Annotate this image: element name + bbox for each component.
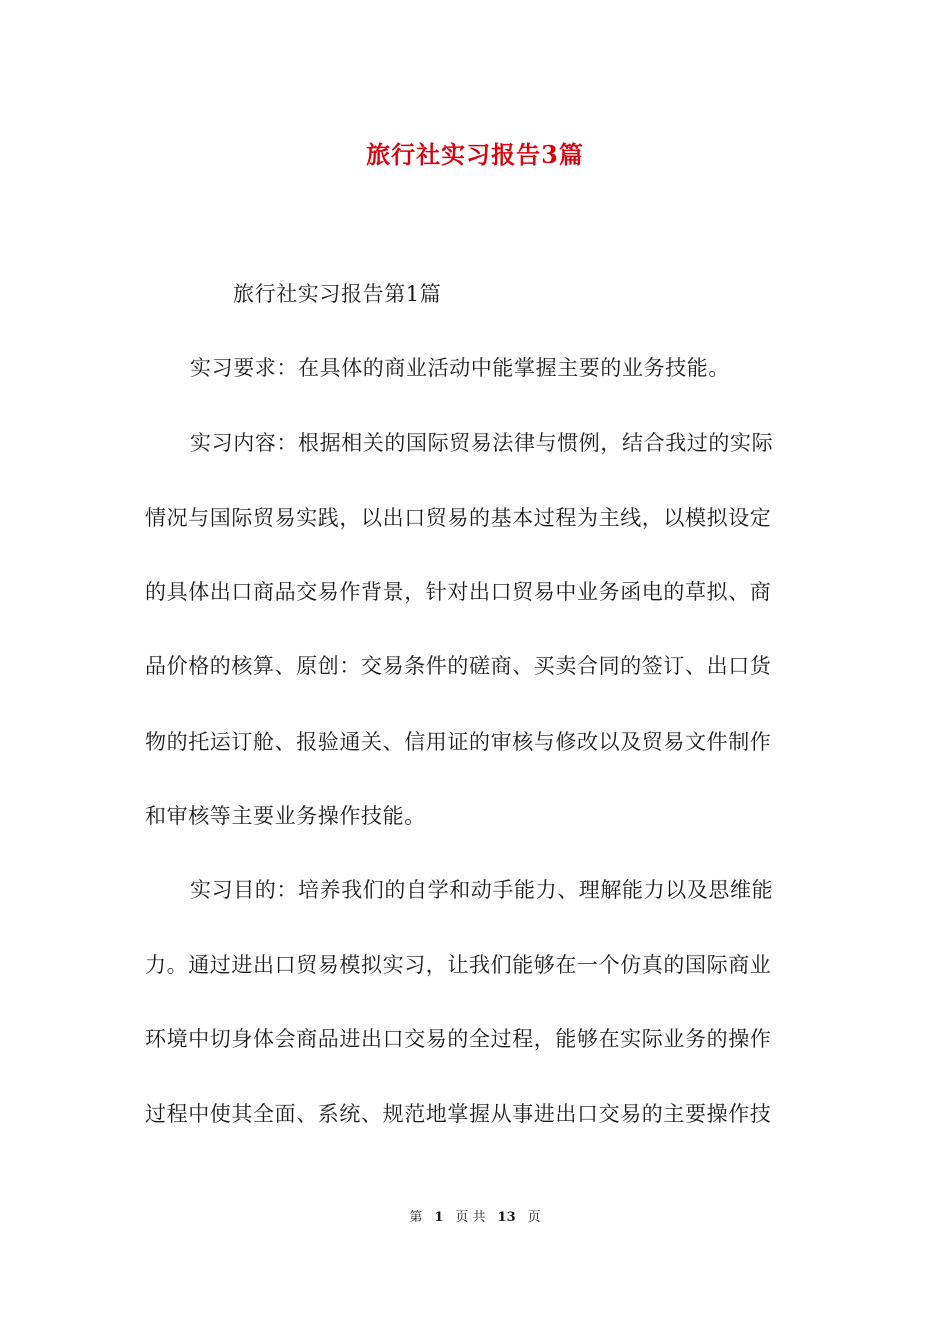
paragraph-line: 的具体出口商品交易作背景，针对出口贸易中业务函电的草拟、商 xyxy=(145,580,772,604)
footer-page-number: 1 xyxy=(434,1210,444,1225)
paragraph-line: 和审核等主要业务操作技能。 xyxy=(145,804,426,828)
footer-total-pages: 13 xyxy=(497,1210,516,1225)
paragraph-line: 情况与国际贸易实践，以出口贸易的基本过程为主线，以模拟设定 xyxy=(145,506,772,530)
paragraph-line: 过程中使其全面、系统、规范地掌握从事进出口交易的主要操作技 xyxy=(145,1102,772,1126)
section-heading: 旅行社实习报告第1篇 xyxy=(233,282,442,306)
paragraph-line: 实习内容：根据相关的国际贸易法律与惯例，结合我过的实际 xyxy=(190,431,774,455)
paragraph-line: 实习目的：培养我们的自学和动手能力、理解能力以及思维能 xyxy=(190,878,774,902)
footer-middle: 页 共 xyxy=(455,1210,486,1225)
paragraph-line: 环境中切身体会商品进出口交易的全过程，能够在实际业务的操作 xyxy=(145,1027,772,1051)
page-footer xyxy=(0,1209,950,1227)
footer-suffix: 页 xyxy=(527,1210,541,1225)
paragraph-line: 物的托运订舱、报验通关、信用证的审核与修改以及贸易文件制作 xyxy=(145,730,772,754)
footer-prefix: 第 xyxy=(409,1210,423,1225)
paragraph-line: 品价格的核算、原创：交易条件的磋商、买卖合同的签订、出口货 xyxy=(145,654,772,678)
paragraph-line: 力。通过进出口贸易模拟实习，让我们能够在一个仿真的国际商业 xyxy=(145,953,772,977)
paragraph-line: 实习要求：在具体的商业活动中能掌握主要的业务技能。 xyxy=(190,356,730,380)
document-title: 旅行社实习报告3篇 xyxy=(366,140,584,169)
